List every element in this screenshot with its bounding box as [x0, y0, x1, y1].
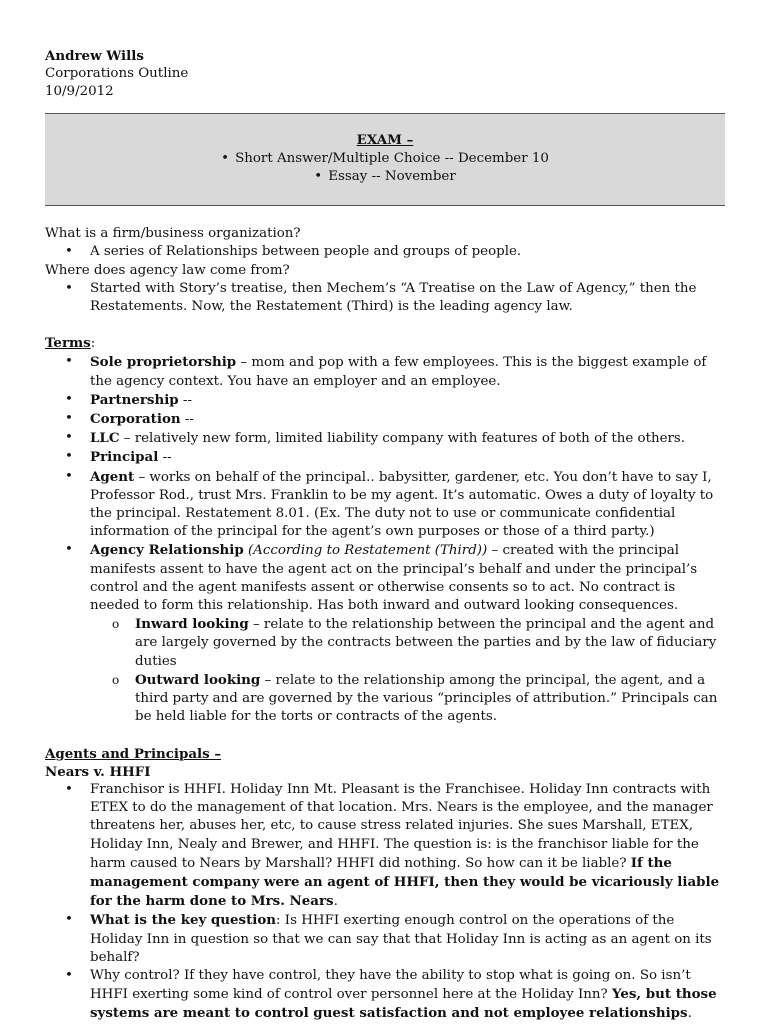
question-agency-list	[45, 280, 725, 316]
term-item: • Principal --	[65, 449, 172, 466]
exam-item: • Essay -- November	[45, 168, 725, 186]
bullet-icon: •	[65, 542, 73, 558]
document-page	[45, 47, 725, 1024]
bullet-icon: •	[65, 781, 73, 797]
bullet-icon: •	[221, 150, 229, 166]
case-item: • Franchisor is HHFI. Holiday Inn Mt. Pleasant is the Franchisee. Holiday Inn contracts with ETEX to do the management of that location. Mrs. Nears is the employee, and the manager threatens her, abuses her, etc, to cause stress related injuries. She sues Marshall, ETEX, Holiday Inn, Nealy and Brewer, and HHFI. The question is: is the franchisor liable for the harm caused to Nears by Marshall? HHFI did nothing. So how can it be liable? If the management company were an agent of HHFI, then they would be vicariously liable for the harm done to Mrs. Nears.	[65, 781, 720, 910]
terms-heading: Terms:	[45, 335, 96, 352]
list-item: • Started with Story’s treatise, then Mechem’s “A Treatise on the Law of Agency,” then the Restatements. Now, the Restatement (Third) is the leading agency law.	[65, 280, 697, 315]
agents-heading: Agents and Principals –	[45, 745, 222, 762]
exam-title: EXAM –	[356, 131, 414, 148]
case-item: • What is the key question: Is HHFI exerting enough control on the operations of the Holiday Inn in question so that we can say that that Holiday Inn is acting as an agent on its behalf?	[65, 912, 712, 965]
bullet-icon: •	[65, 449, 73, 465]
case-list	[45, 781, 725, 1024]
circle-bullet-icon: o	[112, 617, 120, 632]
bullet-icon: •	[65, 967, 73, 983]
bullet-icon: •	[65, 430, 73, 446]
term-item: • Agent – works on behalf of the principal.. babysitter, gardener, etc. You don’t have to say I, Professor Rod., trust Mrs. Franklin to be my agent. It’s automatic. Owes a duty of loyalty to the principal. Restatement 8.01. (Ex. The duty not to use or communicate confidential information of the principal for the agent’s own purposes or those of a third party.)	[65, 468, 714, 540]
bullet-icon: •	[65, 468, 73, 484]
bullet-icon: •	[65, 391, 73, 407]
bullet-icon: •	[65, 411, 73, 427]
bullet-icon: •	[65, 280, 73, 296]
question-firm-list	[45, 243, 725, 261]
course-title: Corporations Outline	[45, 66, 189, 82]
list-item: • A series of Relationships between people and groups of people.	[45, 243, 725, 261]
term-item: • Sole proprietorship – mom and pop with a few employees. This is the biggest example of the agency context. You have an employer and an employee.	[65, 354, 707, 389]
terms-list	[45, 353, 725, 726]
case-title: Nears v. HHFI	[45, 763, 151, 780]
question-firm: What is a firm/business organization?	[45, 226, 301, 242]
term-item: • Corporation --	[65, 411, 194, 428]
term-item-agency-relationship: • Agency Relationship (According to Restatement (Third)) – created with the principal manifests assent to have the agent act on the principal’s behalf and under the principal’s control and the agent manifests assent or otherwise consents so to act. No contract is needed to form this relationship. Has both inward and outward looking consequences. o Inward looking – relate to the relationship between the principal and the agent and are largely governed by the contracts between the parties and by the law of fiduciary duties o Outward looking – relate to the relationship among the principal, the agent, and a third party and are governed by the various “principles of attribution.” Principals can be held liable for the torts or contracts of the agents.	[45, 541, 725, 726]
sub-item: o Outward looking – relate to the relationship among the principal, the agent, and a third party and are governed by the various “principles of attribution.” Principals can be held liable for the torts or contracts of the agents.	[112, 671, 718, 725]
bullet-icon: •	[65, 912, 73, 928]
exam-item: • Short Answer/Multiple Choice -- December 10	[45, 150, 725, 168]
exam-box	[45, 113, 725, 207]
bullet-icon: •	[314, 169, 323, 185]
sub-item: o Inward looking – relate to the relationship between the principal and the agent and are largely governed by the contracts between the parties and by the law of fiduciary duties	[112, 616, 717, 669]
term-item: • LLC – relatively new form, limited liability company with features of both of the others.	[65, 430, 686, 447]
question-agency-law: Where does agency law come from?	[45, 262, 290, 278]
bullet-icon: •	[65, 244, 73, 260]
circle-bullet-icon: o	[112, 672, 120, 687]
case-item: • Why control? If they have control, they have the ability to stop what is going on. So isn’t HHFI exerting some kind of control over personnel here at the Holiday Inn? Yes, but those systems are meant to control guest satisfaction and not employee relationships.	[65, 967, 717, 1022]
author-name: Andrew Wills	[45, 48, 144, 64]
bullet-icon: •	[65, 354, 73, 370]
agency-sub-list	[90, 615, 725, 726]
term-item: • Partnership --	[65, 391, 192, 408]
document-date: 10/9/2012	[45, 84, 114, 100]
